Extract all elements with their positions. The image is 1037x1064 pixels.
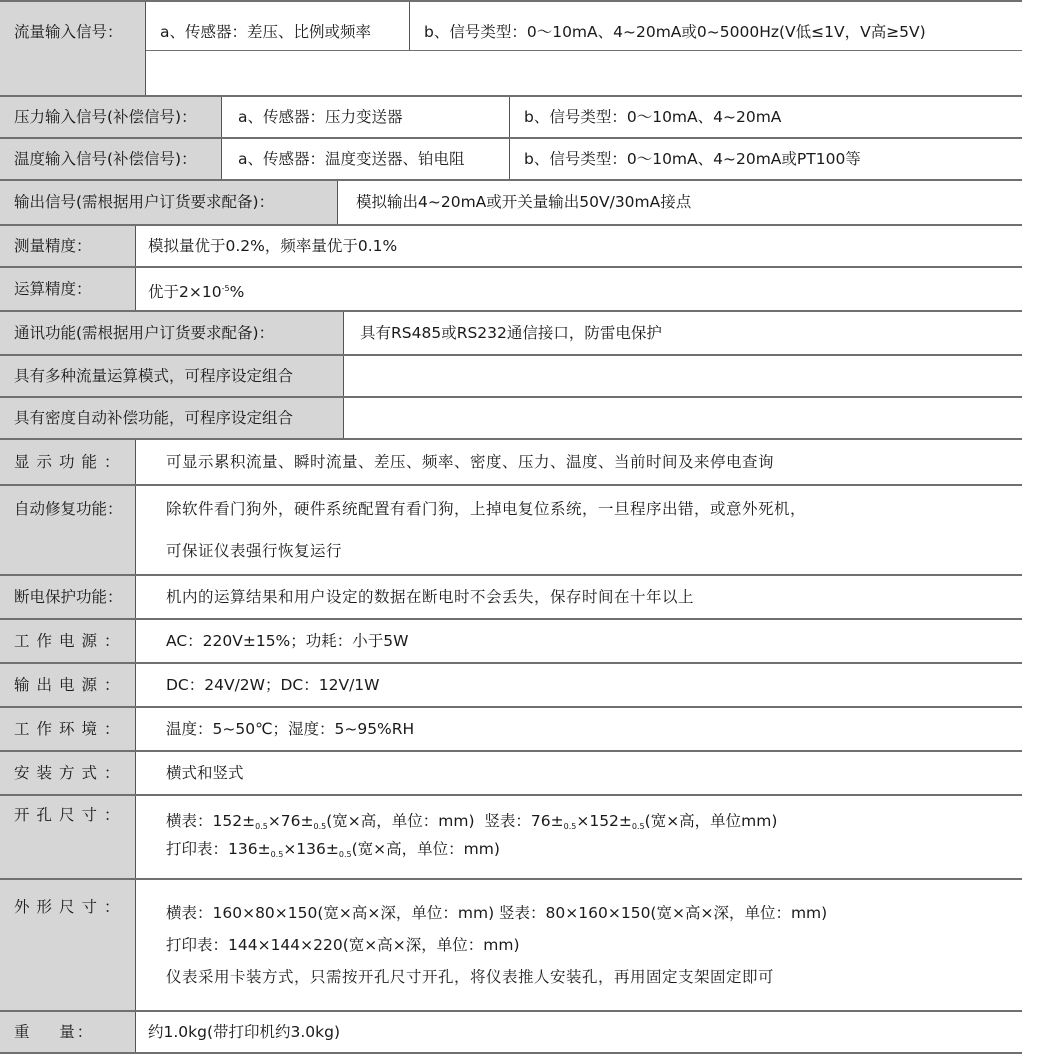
work-power-label: 工作电源： [14, 632, 127, 650]
weight-value: 约1.0kg(带打印机约3.0kg) [148, 1023, 341, 1041]
flow-modes-label: 具有多种流量运算模式，可程序设定组合 [14, 367, 294, 385]
calc-accuracy-suffix: % [229, 283, 245, 301]
cutout-printer-height: ×136± [283, 840, 339, 858]
dimensions-line-1: 横表：160×80×150(宽×高×深，单位：mm) 竖表：80×160×150(宽×高×深，单位：mm) [166, 904, 828, 922]
cutout-row [0, 796, 1022, 880]
pressure-a-cell [222, 97, 510, 137]
temperature-label-cell [0, 139, 222, 179]
weight-label-cell [0, 1012, 136, 1052]
cutout-printer-width: 打印表：136± [166, 840, 271, 858]
dimensions-label-cell [0, 880, 136, 1010]
cutout-line-1 [166, 812, 777, 836]
temperature-sensor-text: a、传感器：温度变送器、铂电阻 [238, 150, 465, 168]
work-power-value: AC：220V±15%；功耗：小于5W [166, 632, 409, 650]
output-signal-label-cell [0, 181, 338, 224]
flow-sensor-text: a、传感器：差压、比例或频率 [160, 23, 371, 41]
self-repair-label-cell [0, 486, 136, 574]
density-label: 具有密度自动补偿功能，可程序设定组合 [14, 409, 294, 427]
density-row [0, 398, 1022, 440]
calc-accuracy-label: 运算精度： [14, 280, 92, 298]
cutout-vertical-width: 竖表：76± [484, 812, 564, 830]
cutout-line-2 [166, 840, 500, 864]
accuracy-label: 测量精度： [14, 237, 92, 255]
cutout-horizontal-width: 横表：152± [166, 812, 256, 830]
cutout-horizontal-height: ×76± [267, 812, 314, 830]
self-repair-line-2: 可保证仪表强行恢复运行 [166, 542, 343, 560]
accuracy-value: 模拟量优于0.2%，频率量优于0.1% [148, 237, 398, 255]
output-signal-value: 模拟输出4~20mA或开关量输出50V/30mA接点 [356, 193, 692, 211]
dimensions-row [0, 880, 1022, 1012]
pressure-input-row [0, 97, 1022, 139]
display-label: 显示功能： [14, 453, 127, 471]
cutout-tolerance: 0.5 [255, 822, 268, 831]
flow-label-cell [0, 2, 146, 95]
temperature-input-label: 温度输入信号(补偿信号)： [14, 150, 197, 168]
pressure-signal-type-text: b、信号类型：0～10mA、4~20mA [524, 108, 782, 126]
cutout-vertical-height: ×152± [576, 812, 632, 830]
flow-row-divider [146, 50, 1022, 51]
flow-input-row [0, 0, 1022, 97]
install-row [0, 752, 1022, 796]
flow-modes-label-cell [0, 356, 344, 396]
environment-value: 温度：5~50℃；湿度：5~95%RH [166, 720, 415, 738]
cutout-tolerance: 0.5 [338, 850, 352, 859]
cutout-tolerance: 0.5 [631, 822, 645, 831]
pressure-label-cell [0, 97, 222, 137]
self-repair-label: 自动修复功能： [14, 500, 123, 518]
power-fail-label: 断电保护功能： [14, 588, 123, 606]
accuracy-label-cell [0, 226, 136, 266]
density-label-cell [0, 398, 344, 438]
self-repair-line-1: 除软件看门狗外，硬件系统配置有看门狗，上掉电复位系统，一旦程序出错，或意外死机， [166, 500, 807, 518]
environment-label: 工作环境： [14, 720, 127, 738]
install-value: 横式和竖式 [166, 764, 244, 782]
flow-a-cell [146, 2, 410, 50]
flow-modes-row [0, 356, 1022, 398]
temperature-input-row [0, 139, 1022, 181]
environment-row [0, 708, 1022, 752]
comm-row [0, 312, 1022, 356]
dimensions-line-3: 仪表采用卡装方式，只需按开孔尺寸开孔，将仪表推人安装孔，再用固定支架固定即可 [166, 968, 775, 986]
cutout-tolerance: 0.5 [313, 822, 327, 831]
work-power-row [0, 620, 1022, 664]
flow-signal-type-text: b、信号类型：0～10mA、4~20mA或0~5000Hz(V低≤1V，V高≥5V) [424, 23, 926, 41]
comm-label: 通讯功能(需根据用户订货要求配备)： [14, 324, 275, 342]
output-power-row [0, 664, 1022, 708]
power-fail-label-cell [0, 576, 136, 618]
flow-input-label: 流量输入信号： [14, 23, 123, 41]
work-power-label-cell [0, 620, 136, 662]
display-value: 可显示累积流量、瞬时流量、差压、频率、密度、压力、温度、当前时间及来停电查询 [166, 453, 775, 471]
temperature-signal-type-text: b、信号类型：0～10mA、4~20mA或PT100等 [524, 150, 861, 168]
calc-accuracy-label-cell [0, 268, 136, 310]
cutout-label-cell [0, 796, 136, 878]
pressure-sensor-text: a、传感器：压力变送器 [238, 108, 403, 126]
comm-value: 具有RS485或RS232通信接口，防雷电保护 [360, 324, 662, 342]
cutout-tolerance: 0.5 [270, 850, 284, 859]
calc-accuracy-row [0, 268, 1022, 312]
display-label-cell [0, 440, 136, 484]
dimensions-line-2: 打印表：144×144×220(宽×高×深，单位：mm) [166, 936, 520, 954]
output-power-value: DC：24V/2W；DC：12V/1W [166, 676, 380, 694]
cutout-tolerance: 0.5 [563, 822, 577, 831]
output-power-label: 输出电源： [14, 676, 127, 694]
dimensions-label: 外形尺寸： [14, 898, 127, 916]
comm-label-cell [0, 312, 344, 354]
power-fail-value: 机内的运算结果和用户设定的数据在断电时不会丢失，保存时间在十年以上 [166, 588, 695, 606]
weight-label: 重 量： [14, 1023, 95, 1041]
output-signal-label: 输出信号(需根据用户订货要求配备)： [14, 193, 275, 211]
calc-accuracy-exponent: -5 [221, 284, 230, 293]
install-label-cell [0, 752, 136, 794]
self-repair-row [0, 486, 1022, 576]
output-power-label-cell [0, 664, 136, 706]
calc-accuracy-value [148, 280, 244, 301]
calc-accuracy-prefix: 优于2×10 [148, 283, 222, 301]
output-signal-row [0, 181, 1022, 226]
cutout-label: 开孔尺寸： [14, 806, 127, 824]
pressure-input-label: 压力输入信号(补偿信号)： [14, 108, 197, 126]
cutout-horizontal-unit: (宽×高，单位：mm) [326, 812, 475, 830]
display-row [0, 440, 1022, 486]
power-fail-row [0, 576, 1022, 620]
cutout-vertical-unit: (宽×高，单位mm) [644, 812, 778, 830]
install-label: 安装方式： [14, 764, 127, 782]
temperature-a-cell [222, 139, 510, 179]
weight-row [0, 1012, 1022, 1054]
environment-label-cell [0, 708, 136, 750]
accuracy-row [0, 226, 1022, 268]
cutout-printer-unit: (宽×高，单位：mm) [351, 840, 500, 858]
